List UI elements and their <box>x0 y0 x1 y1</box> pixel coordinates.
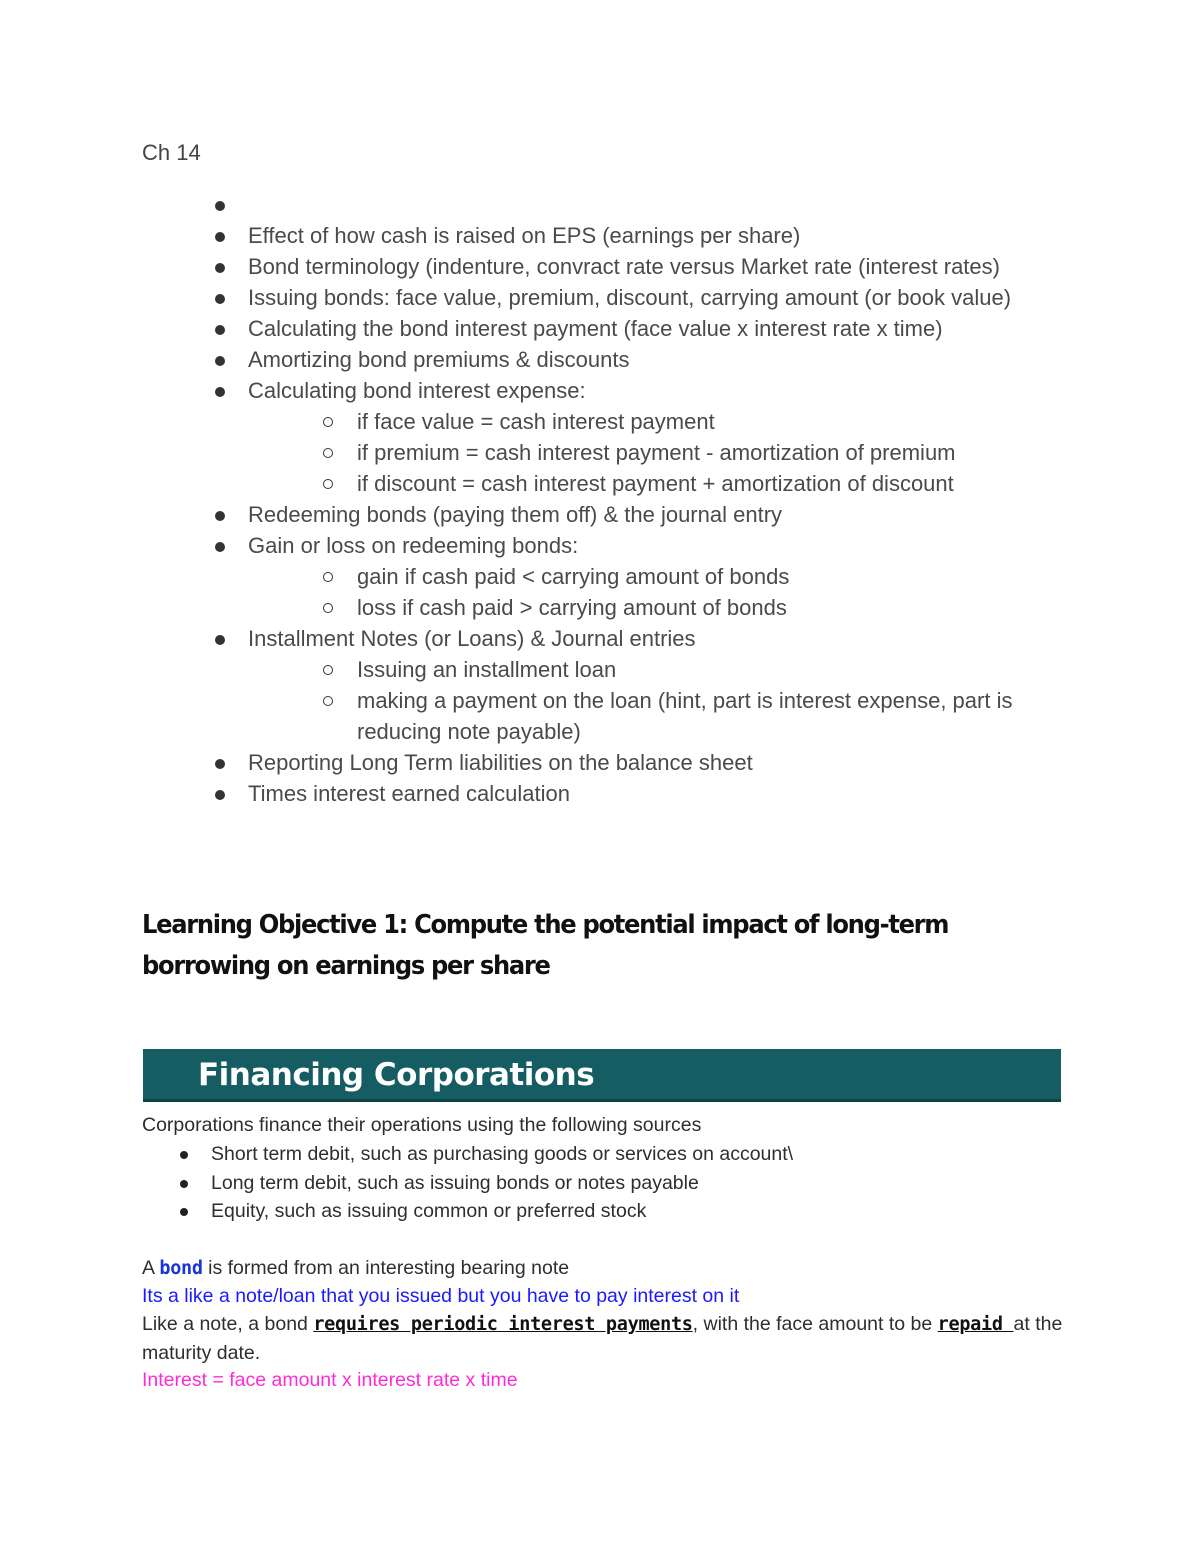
bullet-icon <box>215 201 225 211</box>
bullet-icon <box>215 387 225 397</box>
bond-like-emphasis1: requires periodic interest payments <box>313 1314 693 1335</box>
topic-item <box>142 344 1072 375</box>
slide-banner <box>143 1049 1061 1102</box>
topic-item <box>142 747 1072 778</box>
bullet-icon <box>215 511 225 521</box>
bond-definition <box>142 1254 1072 1283</box>
topic-text: Calculating bond interest expense: <box>248 378 586 403</box>
hollow-bullet-icon <box>323 665 333 675</box>
source-text: Equity, such as issuing common or preferred stock <box>211 1200 647 1222</box>
topic-item <box>142 251 1072 282</box>
bond-def-prefix: A <box>142 1257 160 1279</box>
topic-text: Installment Notes (or Loans) & Journal entries <box>248 626 696 651</box>
subtopic-item <box>142 592 1072 623</box>
bullet-icon <box>215 759 225 769</box>
bullet-icon <box>180 1151 188 1159</box>
topic-item <box>142 313 1072 344</box>
subtopic-item <box>142 468 1072 499</box>
learning-objective-heading: Learning Objective 1: Compute the potential impact of long-term borrowing on earnings per share <box>142 910 949 981</box>
subtopic-text: Issuing an installment loan <box>357 657 617 682</box>
bullet-icon <box>180 1180 188 1188</box>
bullet-icon <box>215 263 225 273</box>
bullet-icon <box>215 542 225 552</box>
bond-like-part1: Like a note, a bond <box>142 1313 314 1335</box>
topic-item <box>142 282 1072 313</box>
topic-text: Times interest earned calculation <box>248 781 571 806</box>
source-item <box>142 1197 793 1226</box>
hollow-bullet-icon <box>323 417 333 427</box>
banner-title: Financing Corporations <box>198 1057 595 1093</box>
subtopic-text: loss if cash paid > carrying amount of bonds <box>357 595 787 620</box>
bullet-icon <box>215 356 225 366</box>
bond-note: Its a like a note/loan that you issued but you have to pay interest on it <box>142 1285 740 1307</box>
bullet-icon <box>215 325 225 335</box>
subtopic-item <box>142 654 1072 685</box>
subtopic-item <box>142 437 1072 468</box>
hollow-bullet-icon <box>323 448 333 458</box>
hollow-bullet-icon <box>323 572 333 582</box>
chapter-title: Ch 14 <box>142 140 201 165</box>
topic-item <box>142 499 1072 530</box>
subtopic-item <box>142 685 1072 747</box>
bond-like-part3: at the maturity date. <box>142 1313 1063 1364</box>
topic-item <box>142 778 1072 809</box>
subtopic-text: if face value = cash interest payment <box>357 409 715 434</box>
bond-term: bond <box>159 1258 203 1279</box>
topic-text: Bond terminology (indenture, convract rate versus Market rate (interest rates) <box>248 254 1000 279</box>
subtopic-text: if premium = cash interest payment - amortization of premium <box>357 440 956 465</box>
topic-text: Amortizing bond premiums & discounts <box>248 347 630 372</box>
topic-item <box>142 623 1072 654</box>
topic-text: Effect of how cash is raised on EPS (earnings per share) <box>248 223 801 248</box>
subtopic-text: making a payment on the loan (hint, part is interest expense, part is reducing note payable) <box>357 688 1013 744</box>
topic-item <box>142 189 1072 220</box>
topic-list <box>142 189 1072 809</box>
subtopic-text: gain if cash paid < carrying amount of bonds <box>357 564 790 589</box>
source-item <box>142 1169 793 1198</box>
topic-item <box>142 220 1072 251</box>
hollow-bullet-icon <box>323 696 333 706</box>
bond-like-emphasis2: repaid <box>937 1314 1014 1335</box>
bond-def-suffix: is formed from an interesting bearing note <box>202 1257 570 1279</box>
subtopic-text: if discount = cash interest payment + amortization of discount <box>357 471 954 496</box>
bond-like-part2: , with the face amount to be <box>692 1313 938 1335</box>
bullet-icon <box>215 232 225 242</box>
subtopic-item <box>142 406 1072 437</box>
interest-formula: Interest = face amount x interest rate x time <box>142 1369 518 1391</box>
sources-list <box>142 1140 793 1226</box>
topic-text: Calculating the bond interest payment (face value x interest rate x time) <box>248 316 943 341</box>
source-text: Long term debit, such as issuing bonds or notes payable <box>211 1171 699 1194</box>
topic-text: Gain or loss on redeeming bonds: <box>248 533 579 558</box>
topic-text: Redeeming bonds (paying them off) & the journal entry <box>248 502 783 527</box>
source-text: Short term debit, such as purchasing goods or services on account\ <box>211 1143 794 1165</box>
hollow-bullet-icon <box>323 479 333 489</box>
hollow-bullet-icon <box>323 603 333 613</box>
topic-text: Issuing bonds: face value, premium, discount, carrying amount (or book value) <box>248 285 1012 310</box>
topic-item <box>142 375 1072 406</box>
bond-like-paragraph <box>142 1310 1072 1367</box>
bullet-icon <box>215 790 225 800</box>
topic-text: Reporting Long Term liabilities on the balance sheet <box>248 750 753 775</box>
sources-intro: Corporations finance their operations using the following sources <box>142 1114 702 1136</box>
source-item <box>142 1140 793 1169</box>
bullet-icon <box>180 1208 188 1216</box>
bullet-icon <box>215 635 225 645</box>
subtopic-item <box>142 561 1072 592</box>
bullet-icon <box>215 294 225 304</box>
topic-item <box>142 530 1072 561</box>
